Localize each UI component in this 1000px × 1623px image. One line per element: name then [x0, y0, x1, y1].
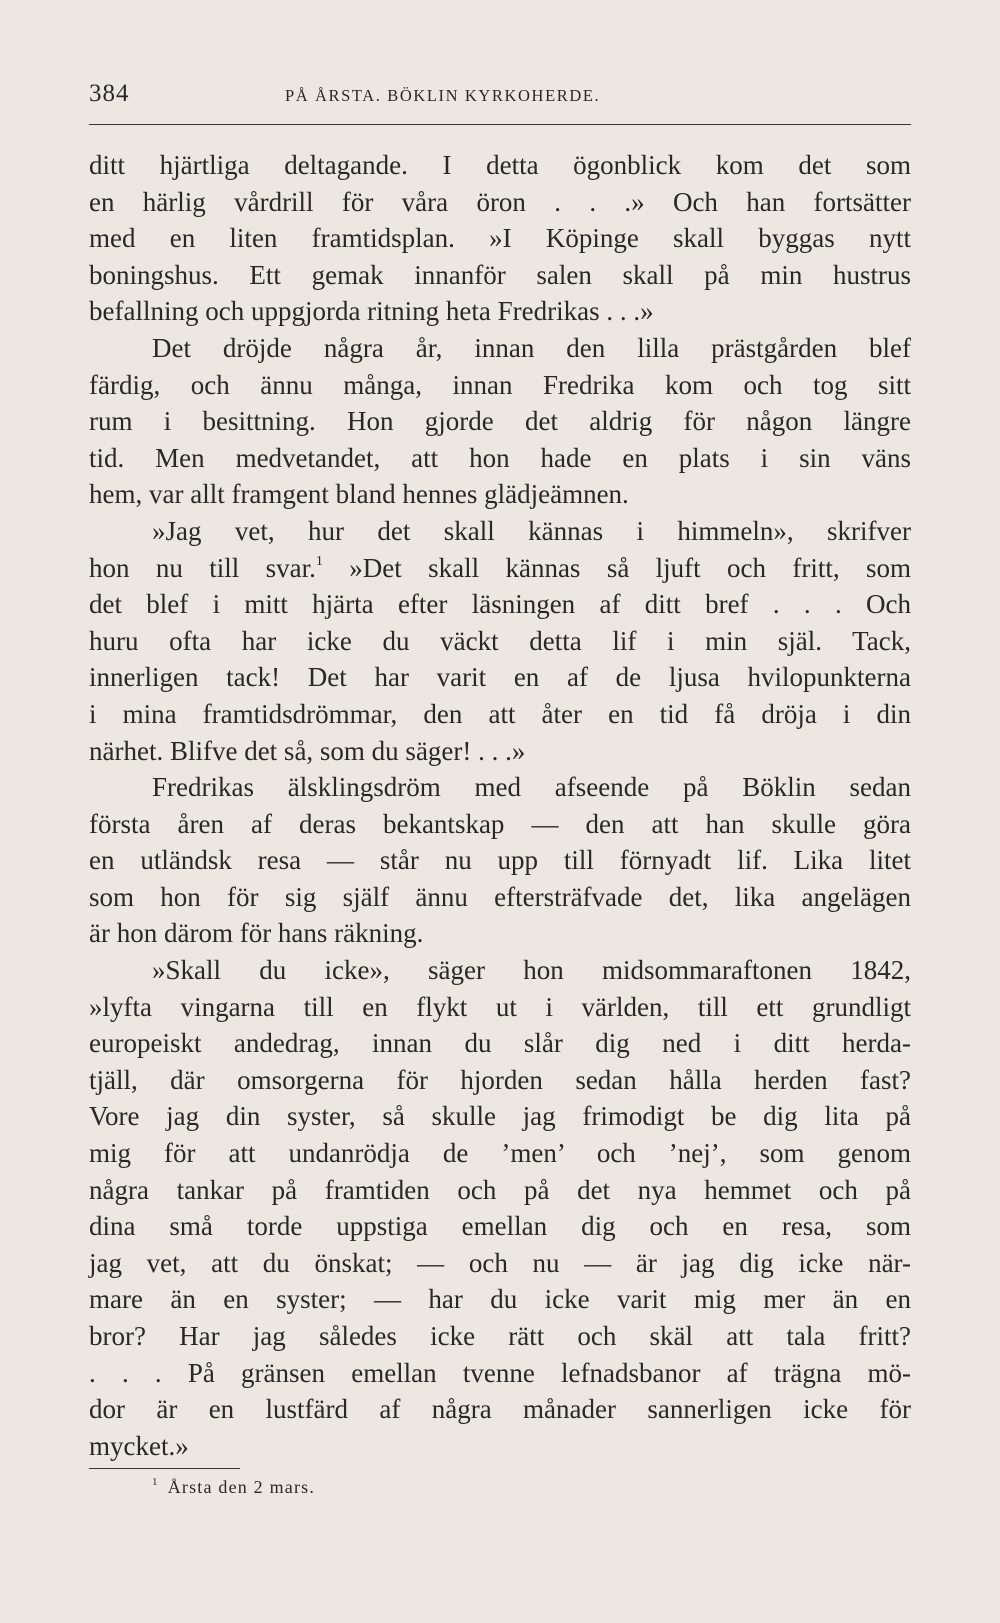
- text-line: innerligen tack! Det har varit en af de ljusa hvilopunkterna: [89, 662, 911, 693]
- text-line: dor är en lustfärd af några månader sannerligen icke för: [89, 1394, 911, 1425]
- footnote-text: Årsta den 2 mars.: [167, 1477, 316, 1497]
- text-line: »Jag vet, hur det skall kännas i himmeln», skrifver: [152, 515, 911, 546]
- text-line-with-footnote: [89, 550, 911, 587]
- text-line: befallning och uppgjorda ritning heta Fredrikas . . .»: [89, 296, 654, 327]
- body-text: [89, 147, 911, 1464]
- text-line: bror? Har jag således icke rätt och skäl att tala fritt?: [89, 1321, 911, 1351]
- text-line: ditt hjärtliga deltagande. I detta ögonblick kom det som: [89, 150, 911, 180]
- text-segment: hon nu till svar.: [89, 552, 316, 583]
- header-rule: [89, 124, 911, 125]
- text-line: »Skall du icke», säger hon midsommaraftonen 1842,: [152, 955, 911, 986]
- text-line: huru ofta har icke du väckt detta lif i min själ. Tack,: [89, 625, 911, 656]
- text-line: färdig, och ännu många, innan Fredrika kom och tog sitt: [89, 369, 911, 400]
- footnote-marker: 1: [152, 1476, 159, 1488]
- footnote-rule: [89, 1468, 240, 1469]
- text-line: första åren af deras bekantskap — den att han skulle göra: [89, 808, 911, 839]
- text-line: dina små torde uppstiga emellan dig och en resa, som: [89, 1211, 911, 1242]
- text-line: Det dröjde några år, innan den lilla prästgården blef: [152, 332, 911, 363]
- text-line: en härlig vårdrill för våra öron . . .» Och han fortsätter: [89, 186, 911, 217]
- text-line: rum i besittning. Hon gjorde det aldrig för någon längre: [89, 406, 911, 437]
- text-segment: »Det skall kännas så ljuft och fritt, som: [349, 552, 912, 583]
- footnote: [152, 1477, 315, 1498]
- text-line: . . . På gränsen emellan tvenne lefnadsbanor af trägna mö-: [89, 1357, 911, 1388]
- running-head: [89, 80, 911, 112]
- text-line: som hon för sig själf ännu eftersträfvade det, lika angelägen: [89, 881, 911, 912]
- text-line: jag vet, att du önskat; — och nu — är jag dig icke när-: [89, 1247, 911, 1278]
- text-line: Vore jag din syster, så skulle jag frimodigt be dig lita på: [89, 1101, 911, 1132]
- text-line: det blef i mitt hjärta efter läsningen af ditt bref . . . Och: [89, 589, 911, 620]
- footnote-reference: 1: [315, 553, 323, 569]
- text-line: i mina framtidsdrömmar, den att åter en tid få dröja i din: [89, 698, 911, 729]
- page-number: 384: [89, 80, 130, 107]
- text-line: »lyfta vingarna till en flykt ut i världen, till ett grundligt: [89, 991, 911, 1022]
- text-line: några tankar på framtiden och på det nya hemmet och på: [89, 1174, 911, 1205]
- text-line: med en liten framtidsplan. »I Köpinge skall byggas nytt: [89, 223, 911, 254]
- text-line: europeiskt andedrag, innan du slår dig ned i ditt herda-: [89, 1028, 911, 1059]
- text-line: en utländsk resa — står nu upp till förnyadt lif. Lika litet: [89, 845, 911, 876]
- text-line: mare än en syster; — har du icke varit mig mer än en: [89, 1284, 911, 1315]
- text-line: tid. Men medvetandet, att hon hade en plats i sin väns: [89, 442, 911, 473]
- text-line: Fredrikas älsklingsdröm med afseende på Böklin sedan: [152, 772, 911, 803]
- running-title: PÅ ÅRSTA. BÖKLIN KYRKOHERDE.: [285, 86, 601, 105]
- text-line: tjäll, där omsorgerna för hjorden sedan hålla herden fast?: [89, 1064, 911, 1095]
- text-line: är hon därom för hans räkning.: [89, 918, 424, 949]
- text-line: boningshus. Ett gemak innanför salen skall på min hustrus: [89, 259, 911, 290]
- text-line: mig för att undanrödja de ’men’ och ’nej’, som genom: [89, 1138, 911, 1169]
- text-line: närhet. Blifve det så, som du säger! . . .»: [89, 735, 526, 766]
- text-line: mycket.»: [89, 1430, 189, 1461]
- text-line: hem, var allt framgent bland hennes glädjeämnen.: [89, 479, 629, 510]
